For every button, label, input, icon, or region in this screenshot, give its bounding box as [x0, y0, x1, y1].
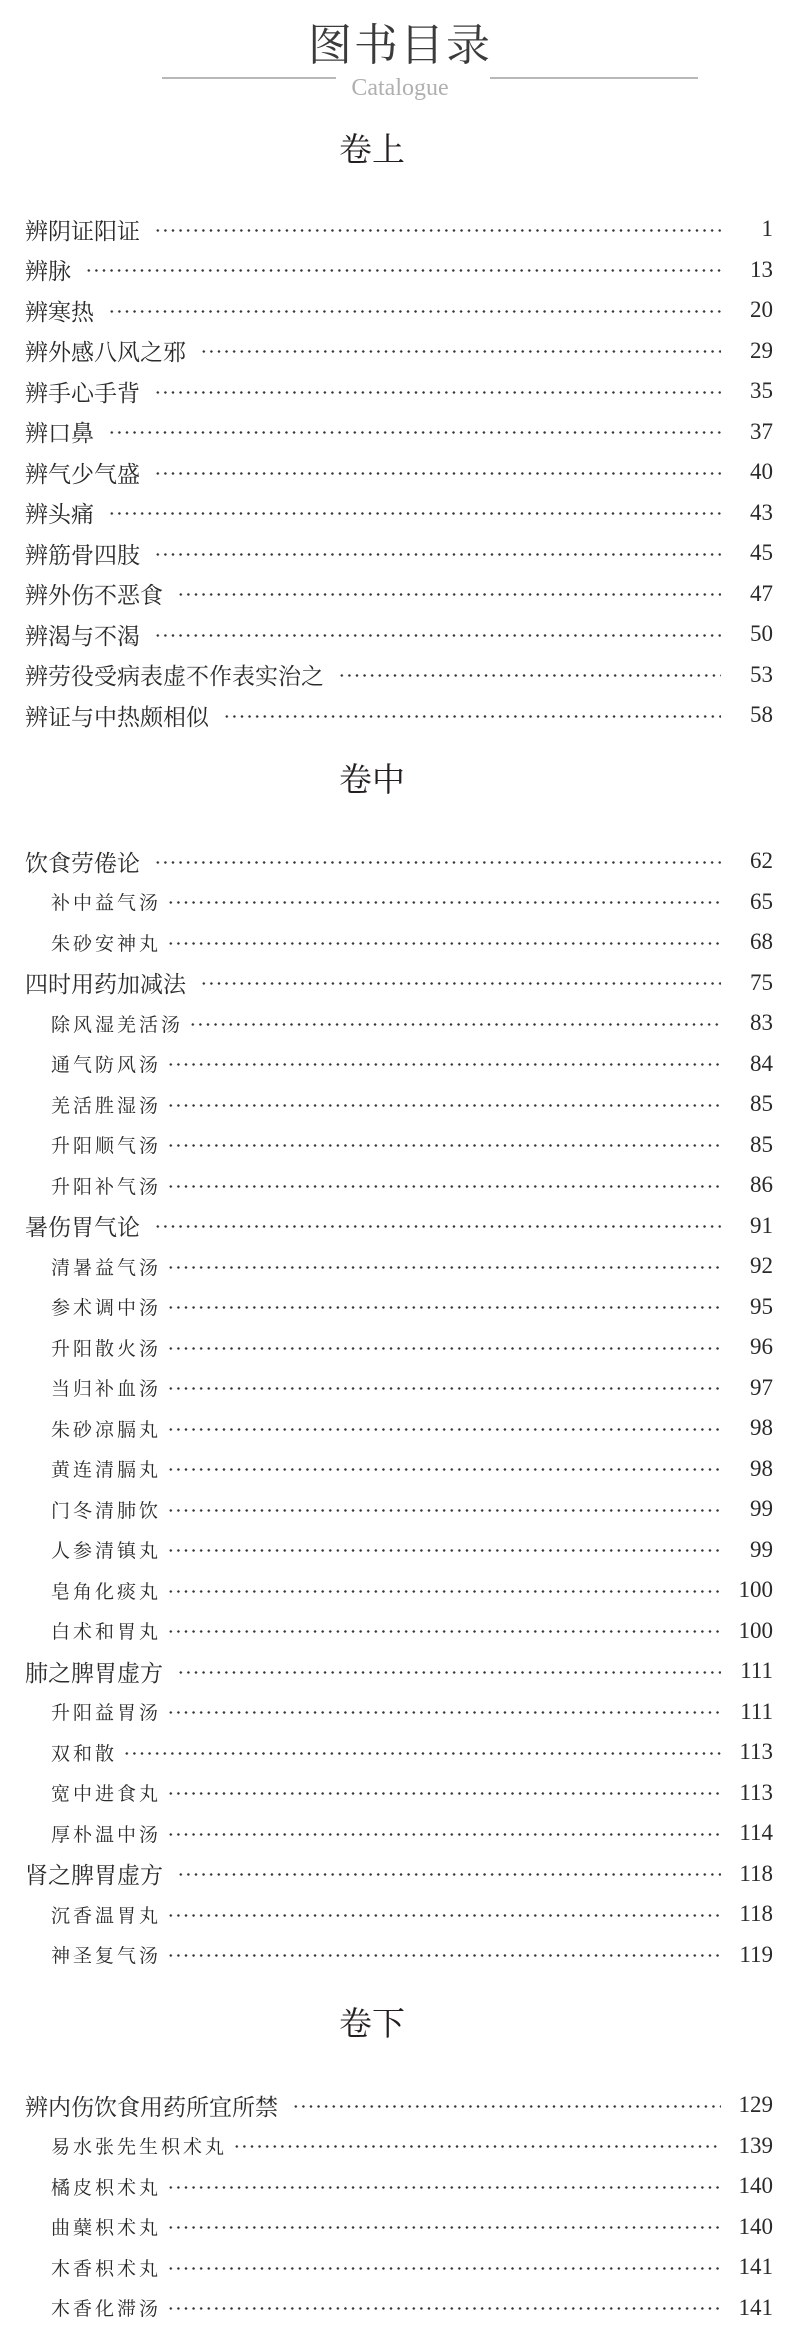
toc-subentry[interactable]	[0, 1165, 800, 1206]
toc-entry-page-number: 100	[738, 1617, 773, 1643]
dot-leader	[167, 1347, 721, 1350]
toc-subentry[interactable]	[0, 922, 800, 963]
toc-entry[interactable]	[0, 1854, 800, 1895]
toc-entry-title: 皂角化痰丸	[51, 1577, 167, 1604]
dot-leader	[167, 1428, 721, 1431]
toc-entry-page-number: 98	[750, 1415, 773, 1441]
dot-leader	[167, 1104, 721, 1107]
dot-leader	[154, 861, 721, 864]
toc-entry-page-number: 100	[738, 1577, 773, 1603]
toc-entry-title: 门冬清肺饮	[51, 1496, 167, 1523]
toc-entry-title: 木香枳术丸	[51, 2254, 167, 2281]
toc-entry-title: 人参清镇丸	[51, 1536, 167, 1563]
toc-entry[interactable]	[0, 331, 800, 372]
dot-leader	[167, 1711, 721, 1714]
toc-entry[interactable]	[0, 493, 800, 534]
toc-subentry[interactable]	[0, 1003, 800, 1044]
toc-entry-page-number: 83	[750, 1010, 773, 1036]
dot-leader	[154, 1225, 721, 1228]
toc-entry-page-number: 40	[750, 459, 773, 485]
toc-entry-page-number: 65	[750, 888, 773, 914]
toc-entry[interactable]	[0, 614, 800, 655]
toc-entry-page-number: 35	[750, 378, 773, 404]
dot-leader	[167, 1792, 721, 1795]
toc-entry-title: 升阳补气汤	[51, 1172, 167, 1199]
toc-subentry[interactable]	[0, 1408, 800, 1449]
dot-leader	[108, 431, 721, 434]
volume-heading-lower: 卷下	[339, 2004, 405, 2043]
toc-entry-title: 辨气少气盛	[25, 456, 154, 489]
toc-list-middle	[0, 841, 800, 1975]
toc-entry-title: 厚朴温中汤	[51, 1820, 167, 1847]
toc-subentry[interactable]	[0, 1894, 800, 1935]
toc-entry-title: 除风湿羌活汤	[51, 1010, 189, 1037]
toc-entry-title: 辨手心手背	[25, 375, 154, 408]
dot-leader	[167, 1954, 721, 1957]
toc-subentry[interactable]	[0, 1611, 800, 1652]
toc-entry-title: 朱砂安神丸	[51, 929, 167, 956]
dot-leader	[154, 634, 721, 637]
toc-entry-page-number: 85	[750, 1131, 773, 1157]
toc-entry[interactable]	[0, 290, 800, 331]
dot-leader	[167, 1144, 721, 1147]
toc-entry-page-number: 45	[750, 540, 773, 566]
toc-entry-title: 白术和胃丸	[51, 1617, 167, 1644]
page-title: 图书目录	[308, 20, 492, 71]
toc-entry-title: 参术调中汤	[51, 1293, 167, 1320]
dot-leader	[167, 2267, 721, 2270]
dot-leader	[167, 1914, 721, 1917]
toc-entry-page-number: 86	[750, 1172, 773, 1198]
dot-leader	[108, 512, 721, 515]
toc-entry-title: 辨渴与不渴	[25, 618, 154, 651]
toc-entry-page-number: 129	[738, 2092, 773, 2118]
catalogue-header	[0, 0, 800, 110]
dot-leader	[167, 1063, 721, 1066]
toc-entry-title: 沉香温胃丸	[51, 1901, 167, 1928]
toc-entry[interactable]	[0, 452, 800, 493]
toc-entry-page-number: 141	[738, 2254, 773, 2280]
toc-subentry[interactable]	[0, 1692, 800, 1733]
toc-entry-page-number: 20	[750, 297, 773, 323]
toc-entry[interactable]	[0, 1651, 800, 1692]
toc-entry-title: 辨阴证阳证	[25, 213, 154, 246]
toc-entry-title: 饮食劳倦论	[25, 845, 154, 878]
toc-entry[interactable]	[0, 2085, 800, 2126]
toc-subentry[interactable]	[0, 1570, 800, 1611]
toc-entry-title: 肺之脾胃虚方	[25, 1655, 177, 1688]
page-subtitle: Catalogue	[351, 75, 449, 101]
toc-entry-page-number: 50	[750, 621, 773, 647]
toc-entry-page-number: 95	[750, 1293, 773, 1319]
toc-entry-page-number: 75	[750, 969, 773, 995]
toc-list-lower	[0, 2085, 800, 2328]
toc-entry[interactable]	[0, 841, 800, 882]
toc-entry-page-number: 85	[750, 1091, 773, 1117]
toc-entry-title: 通气防风汤	[51, 1050, 167, 1077]
toc-entry-page-number: 96	[750, 1334, 773, 1360]
toc-entry-title: 宽中进食丸	[51, 1779, 167, 1806]
toc-entry-page-number: 119	[739, 1941, 773, 1967]
toc-subentry[interactable]	[0, 2126, 800, 2167]
toc-entry[interactable]	[0, 695, 800, 736]
dot-leader	[167, 1630, 721, 1633]
toc-entry[interactable]	[0, 1206, 800, 1247]
toc-entry-title: 羌活胜湿汤	[51, 1091, 167, 1118]
toc-subentry[interactable]	[0, 2288, 800, 2329]
toc-entry-title: 升阳益胃汤	[51, 1698, 167, 1725]
toc-entry-page-number: 111	[740, 1698, 773, 1724]
toc-entry-page-number: 141	[738, 2294, 773, 2320]
dot-leader	[85, 269, 721, 272]
toc-entry-title: 辨内伤饮食用药所宜所禁	[25, 2089, 292, 2122]
toc-entry-page-number: 118	[739, 1860, 773, 1886]
toc-entry-title: 双和散	[51, 1739, 123, 1766]
toc-entry-page-number: 84	[750, 1050, 773, 1076]
toc-entry-title: 朱砂凉膈丸	[51, 1415, 167, 1442]
toc-entry-title: 升阳散火汤	[51, 1334, 167, 1361]
toc-entry-page-number: 97	[750, 1374, 773, 1400]
toc-subentry[interactable]	[0, 1327, 800, 1368]
dot-leader	[223, 715, 721, 718]
toc-subentry[interactable]	[0, 1125, 800, 1166]
toc-entry-title: 辨脉	[25, 253, 85, 286]
toc-entry-title: 辨劳役受病表虚不作表实治之	[25, 658, 338, 691]
dot-leader	[167, 942, 721, 945]
toc-subentry[interactable]	[0, 1935, 800, 1976]
volume-heading-upper: 卷上	[339, 130, 405, 169]
toc-entry-title: 神圣复气汤	[51, 1941, 167, 1968]
dot-leader	[292, 2105, 721, 2108]
toc-subentry[interactable]	[0, 1246, 800, 1287]
toc-subentry[interactable]	[0, 1530, 800, 1571]
toc-subentry[interactable]	[0, 1084, 800, 1125]
dot-leader	[154, 472, 721, 475]
toc-entry-page-number: 58	[750, 702, 773, 728]
toc-entry-page-number: 111	[740, 1658, 773, 1684]
toc-entry-page-number: 113	[739, 1739, 773, 1765]
toc-entry[interactable]	[0, 574, 800, 615]
volume-heading-middle: 卷中	[339, 760, 405, 799]
dot-leader	[154, 229, 721, 232]
toc-entry-title: 暑伤胃气论	[25, 1209, 154, 1242]
toc-subentry[interactable]	[0, 1449, 800, 1490]
toc-subentry[interactable]	[0, 2247, 800, 2288]
toc-entry-page-number: 99	[750, 1496, 773, 1522]
dot-leader	[108, 310, 721, 313]
dot-leader	[167, 901, 721, 904]
toc-entry-title: 辨口鼻	[25, 415, 108, 448]
toc-entry-page-number: 37	[750, 418, 773, 444]
toc-entry[interactable]	[0, 412, 800, 453]
dot-leader	[154, 553, 721, 556]
dot-leader	[338, 674, 721, 677]
toc-entry-title: 升阳顺气汤	[51, 1131, 167, 1158]
toc-entry-title: 辨证与中热颇相似	[25, 699, 223, 732]
toc-entry-title: 肾之脾胃虚方	[25, 1857, 177, 1890]
toc-entry-title: 曲蘖枳术丸	[51, 2213, 167, 2240]
toc-entry-title: 补中益气汤	[51, 888, 167, 915]
toc-entry-page-number: 91	[750, 1212, 773, 1238]
dot-leader	[200, 982, 721, 985]
toc-entry-page-number: 68	[750, 929, 773, 955]
toc-entry-title: 辨外感八风之邪	[25, 334, 200, 367]
toc-subentry[interactable]	[0, 1044, 800, 1085]
toc-entry-page-number: 53	[750, 661, 773, 687]
dot-leader	[167, 2307, 721, 2310]
dot-leader	[167, 1266, 721, 1269]
toc-entry-page-number: 47	[750, 580, 773, 606]
toc-entry-page-number: 118	[739, 1901, 773, 1927]
dot-leader	[167, 1509, 721, 1512]
dot-leader	[167, 1306, 721, 1309]
dot-leader	[200, 350, 721, 353]
toc-entry-page-number: 43	[750, 499, 773, 525]
toc-subentry[interactable]	[0, 882, 800, 923]
toc-entry-page-number: 99	[750, 1536, 773, 1562]
toc-entry-page-number: 62	[750, 848, 773, 874]
dot-leader	[167, 1833, 721, 1836]
dot-leader	[167, 2186, 721, 2189]
toc-entry-title: 木香化滞汤	[51, 2294, 167, 2321]
toc-entry-title: 易水张先生枳术丸	[51, 2132, 233, 2159]
toc-entry-title: 橘皮枳术丸	[51, 2173, 167, 2200]
toc-entry-page-number: 92	[750, 1253, 773, 1279]
toc-entry-title: 辨外伤不恶食	[25, 577, 177, 610]
toc-subentry[interactable]	[0, 2207, 800, 2248]
toc-subentry[interactable]	[0, 1813, 800, 1854]
toc-entry-page-number: 1	[761, 216, 773, 242]
toc-entry-page-number: 13	[750, 256, 773, 282]
toc-entry-title: 辨筋骨四肢	[25, 537, 154, 570]
toc-entry-page-number: 140	[738, 2213, 773, 2239]
toc-entry[interactable]	[0, 371, 800, 412]
dot-leader	[233, 2145, 721, 2148]
toc-entry-title: 当归补血汤	[51, 1374, 167, 1401]
dot-leader	[167, 1185, 721, 1188]
toc-entry[interactable]	[0, 533, 800, 574]
toc-entry-page-number: 139	[738, 2132, 773, 2158]
dot-leader	[154, 391, 721, 394]
dot-leader	[167, 1387, 721, 1390]
toc-subentry[interactable]	[0, 2166, 800, 2207]
dot-leader	[167, 1549, 721, 1552]
toc-subentry[interactable]	[0, 1732, 800, 1773]
toc-entry-title: 辨头痛	[25, 496, 108, 529]
toc-entry-title: 四时用药加减法	[25, 966, 200, 999]
dot-leader	[189, 1023, 721, 1026]
toc-subentry[interactable]	[0, 1287, 800, 1328]
toc-subentry[interactable]	[0, 1368, 800, 1409]
dot-leader	[177, 1873, 721, 1876]
toc-entry-page-number: 29	[750, 337, 773, 363]
toc-entry[interactable]	[0, 209, 800, 250]
toc-entry[interactable]	[0, 655, 800, 696]
toc-entry-page-number: 98	[750, 1455, 773, 1481]
dot-leader	[177, 1671, 721, 1674]
toc-subentry[interactable]	[0, 1489, 800, 1530]
dot-leader	[177, 593, 721, 596]
dot-leader	[167, 1468, 721, 1471]
toc-entry-page-number: 113	[739, 1779, 773, 1805]
toc-entry-title: 清暑益气汤	[51, 1253, 167, 1280]
toc-list-upper	[0, 209, 800, 736]
toc-entry-title: 黄连清膈丸	[51, 1455, 167, 1482]
toc-entry-page-number: 114	[739, 1820, 773, 1846]
toc-entry[interactable]	[0, 250, 800, 291]
dot-leader	[167, 1590, 721, 1593]
toc-entry-title: 辨寒热	[25, 294, 108, 327]
toc-entry-page-number: 140	[738, 2173, 773, 2199]
toc-entry[interactable]	[0, 963, 800, 1004]
toc-subentry[interactable]	[0, 1773, 800, 1814]
dot-leader	[123, 1752, 721, 1755]
dot-leader	[167, 2226, 721, 2229]
